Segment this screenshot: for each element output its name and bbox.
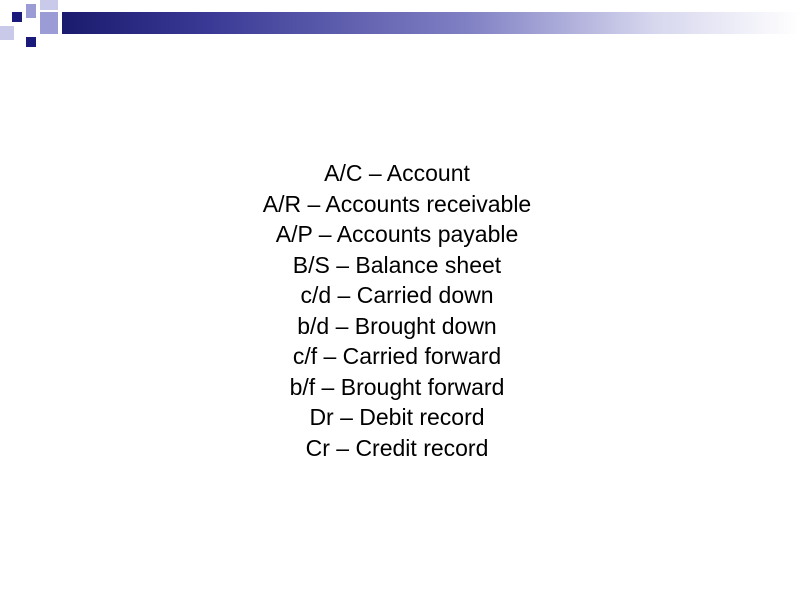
abbreviation-line: A/P – Accounts payable [275,221,519,247]
abbreviation-line: b/f – Brought forward [289,373,505,400]
abbreviation-line: A/R – Accounts receivable [262,190,532,217]
header-gradient-bar [62,12,800,34]
abbreviation-line: B/S – Balance sheet [292,251,502,278]
abbreviation-list [0,158,794,463]
abbreviation-line: Dr – Debit record [309,404,485,430]
deco-square-lavender-top [26,4,36,18]
abbreviation-line: Cr – Credit record [305,434,489,461]
deco-square-lavender-mid [40,12,58,34]
header-decoration [0,0,800,60]
abbreviation-line: A/C – Account [324,160,470,186]
abbreviation-line: b/d – Brought down [297,312,497,339]
abbreviation-line: c/f – Carried forward [292,343,502,369]
deco-square-navy-top [12,12,22,22]
deco-square-pale-top [40,0,58,10]
deco-square-pale-left [0,26,14,40]
deco-square-navy-bottom [26,37,36,47]
abbreviation-line: c/d – Carried down [300,282,494,308]
